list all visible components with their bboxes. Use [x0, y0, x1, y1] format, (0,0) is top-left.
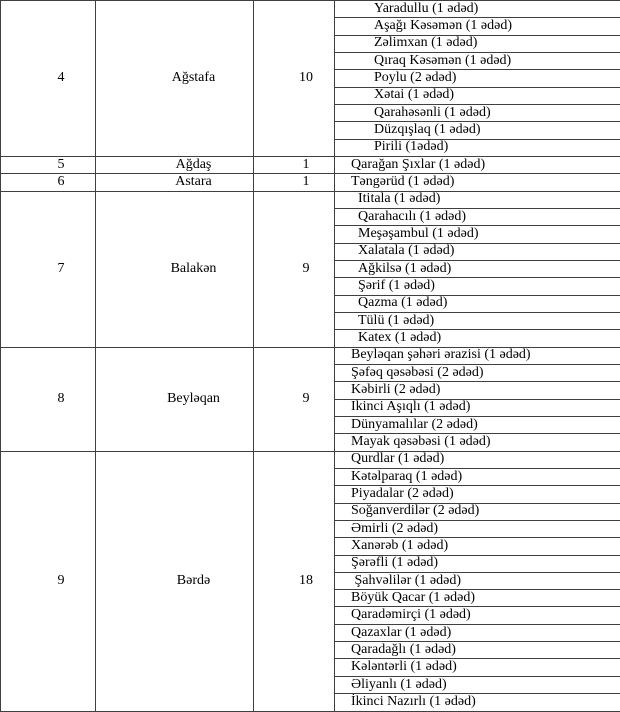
table-row: [1, 156, 620, 173]
village-cell: Piyadalar (2 ədəd): [335, 486, 620, 503]
village-cell: Qarahacılı (1 ədəd): [335, 208, 620, 225]
table-row: [1, 191, 620, 208]
row-number-cell: 7: [1, 191, 96, 347]
table-body: [1, 1, 620, 712]
village-cell: Poylu (2 ədəd): [335, 70, 620, 87]
village-cell: Qaradəmirçi (1 ədəd): [335, 607, 620, 624]
village-cell: Qarağan Şıxlar (1 ədəd): [335, 156, 620, 173]
row-number-cell: 9: [1, 451, 96, 711]
district-name-cell: Ağdaş: [96, 156, 254, 173]
village-cell: İkinci Nazırlı (1 ədəd): [335, 694, 620, 712]
village-cell: Pirili (1ədəd): [335, 139, 620, 156]
village-cell: Qarahəsənli (1 ədəd): [335, 104, 620, 121]
village-cell: Xanərəb (1 ədəd): [335, 538, 620, 555]
village-cell: Xətai (1 ədəd): [335, 87, 620, 104]
village-cell: Xalatala (1 ədəd): [335, 243, 620, 260]
row-number-cell: 5: [1, 156, 96, 173]
village-cell: Şərəfli (1 ədəd): [335, 555, 620, 572]
village-cell: Kəbirli (2 ədəd): [335, 382, 620, 399]
village-cell: Soğanverdilər (2 ədəd): [335, 503, 620, 520]
village-count-cell: 9: [254, 191, 335, 347]
village-cell: Ağkilsə (1 ədəd): [335, 260, 620, 277]
village-cell: Şəfəq qəsəbəsi (2 ədəd): [335, 364, 620, 381]
village-cell: Qurdlar (1 ədəd): [335, 451, 620, 468]
village-cell: Beyləqan şəhəri ərazisi (1 ədəd): [335, 347, 620, 364]
row-number-cell: 8: [1, 347, 96, 451]
village-count-cell: 9: [254, 347, 335, 451]
village-count-cell: 10: [254, 1, 335, 157]
row-number-cell: 6: [1, 174, 96, 191]
village-cell: Böyük Qacar (1 ədəd): [335, 590, 620, 607]
table-row: [1, 174, 620, 191]
village-cell: Şahvəlilər (1 ədəd): [335, 572, 620, 589]
village-cell: Aşağı Kəsəmən (1 ədəd): [335, 18, 620, 35]
village-cell: Qaradağlı (1 ədəd): [335, 642, 620, 659]
village-count-cell: 1: [254, 156, 335, 173]
village-cell: Zəlimxan (1 ədəd): [335, 35, 620, 52]
village-count-cell: 18: [254, 451, 335, 711]
village-cell: Mayak qəsəbəsi (1 ədəd): [335, 434, 620, 451]
village-cell: İkinci Aşıqlı (1 ədəd): [335, 399, 620, 416]
district-name-cell: Ağstafa: [96, 1, 254, 157]
village-cell: Kətəlparaq (1 ədəd): [335, 468, 620, 485]
village-cell: İtitala (1 ədəd): [335, 191, 620, 208]
village-cell: Qıraq Kəsəmən (1 ədəd): [335, 52, 620, 69]
village-cell: Meşəşambul (1 ədəd): [335, 226, 620, 243]
village-cell: Qazma (1 ədəd): [335, 295, 620, 312]
table-row: [1, 451, 620, 468]
village-cell: Dünyamalılar (2 ədəd): [335, 416, 620, 433]
table-row: [1, 1, 620, 18]
village-cell: Təngərüd (1 ədəd): [335, 174, 620, 191]
district-name-cell: Bərdə: [96, 451, 254, 711]
village-cell: Kələntərli (1 ədəd): [335, 659, 620, 676]
village-cell: Katex (1 ədəd): [335, 330, 620, 347]
village-count-cell: 1: [254, 174, 335, 191]
row-number-cell: 4: [1, 1, 96, 157]
table-row: [1, 347, 620, 364]
village-cell: Əliyanlı (1 ədəd): [335, 676, 620, 693]
village-cell: Əmirli (2 ədəd): [335, 520, 620, 537]
village-cell: Yaradullu (1 ədəd): [335, 1, 620, 18]
district-name-cell: Beyləqan: [96, 347, 254, 451]
village-cell: Qazaxlar (1 ədəd): [335, 624, 620, 641]
village-cell: Tülü (1 ədəd): [335, 312, 620, 329]
district-name-cell: Balakən: [96, 191, 254, 347]
village-cell: Düzqışlaq (1 ədəd): [335, 122, 620, 139]
village-cell: Şərif (1 ədəd): [335, 278, 620, 295]
district-name-cell: Astara: [96, 174, 254, 191]
